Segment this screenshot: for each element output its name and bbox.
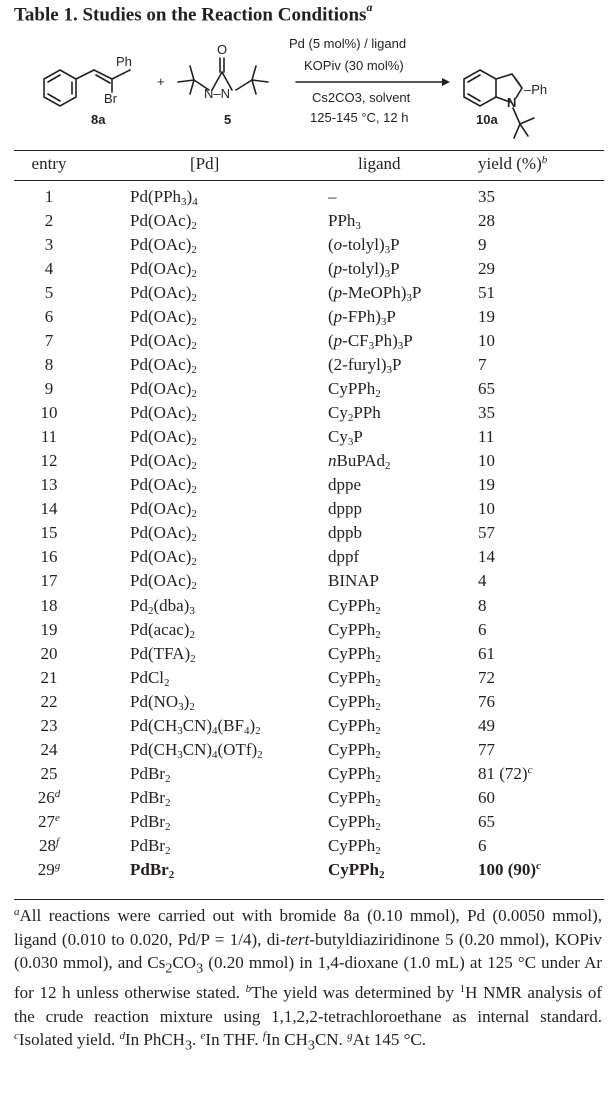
ligand-cell: PPh$_3$ [328,211,361,232]
entry-cell: 20 [40,644,58,663]
ligand-cell: CyPPh$_2$ [328,379,381,400]
ligand-cell: $(2-furyl)_3P$ [328,355,402,376]
entry-cell: 6 [44,307,54,326]
condition-line-3: Cs2CO3, solvent [312,90,411,105]
entry-cell: 16 [40,547,58,566]
pd-cell: $Pd(OAc)_2$ [130,379,197,400]
yield-cell: 81 $(72)^c$ [478,764,533,783]
atom-o: O [217,42,228,57]
yield-cell: 10 [478,331,495,350]
top-rule [14,150,604,151]
pd-cell: $Pd(OAc)_2$ [130,283,197,304]
atom-ph: Ph [116,54,132,69]
yield-cell: 11 [478,427,495,446]
yield-cell: 19 [478,307,495,326]
yield-cell: 6 [478,620,487,639]
ligand-cell: CyPPh$_2$ [328,740,381,761]
pd-cell: $Pd(OAc)_2$ [130,547,197,568]
entry-cell: 4 [44,259,54,278]
ligand-cell: CyPPh$_2$ [328,668,381,689]
yield-cell: 19 [478,475,495,494]
yield-cell: 72 [478,668,495,687]
pd-cell: PdBr$_2$ [130,764,171,785]
compound-label-10a: 10a [476,112,498,127]
entry-cell: 19 [40,620,58,639]
pd-cell: $Pd(OAc)_2$ [130,475,197,496]
ligand-cell: CyPPh$_2$ [328,620,381,641]
pd-cell: $Pd(OAc)_2$ [130,259,197,280]
yield-cell: 76 [478,692,495,711]
atom-ph-product: –Ph [524,82,548,97]
header-ligand: ligand [358,154,401,173]
ligand-cell: CyPPh$_2$ [328,644,381,665]
entry-cell: 17 [40,571,58,590]
ligand-cell: BINAP [328,571,380,590]
ligand-cell: dppb [328,523,362,542]
entry-cell: 15 [40,523,58,542]
ligand-cell: CyPPh$_2$ [328,860,385,881]
entry-cell: 7 [44,331,54,350]
ligand-cell: $(p-FPh)_3P$ [328,307,396,328]
pd-cell: $Pd(OAc)_2$ [130,451,197,472]
atom-nn: N–N [204,86,231,101]
ligand-cell: dppf [328,547,360,566]
entry-cell: 10 [40,403,58,422]
entry-cell: 21 [40,668,58,687]
yield-cell: 49 [478,716,495,735]
yield-cell: 65 [478,379,495,398]
ligand-cell: dppe [328,475,362,494]
pd-cell: $Pd(CH_3CN)_4(BF_4)_2$ [130,716,261,737]
yield-cell: 29 [478,259,495,278]
header-yield: yield (%)$^b$ [478,154,548,173]
entry-cell: 13 [40,475,58,494]
entry-cell: 9 [44,379,54,398]
pd-cell: $Pd(PPh_3)_4$ [130,187,198,208]
entry-cell: 11 [40,427,58,446]
ligand-cell: CyPPh$_2$ [328,764,381,785]
yield-cell: 61 [478,644,495,663]
pd-cell: PdBr$_2$ [130,788,171,809]
condition-line-4: 125-145 °C, 12 h [310,110,409,125]
ligand-cell: CyPPh$_2$ [328,812,381,833]
pd-cell: $Pd(CH_3CN)_4(OTf)_2$ [130,740,263,761]
ligand-cell: $(p-CF_3Ph)_3P$ [328,331,413,352]
yield-cell: 65 [478,812,495,831]
ligand-cell: $Cy_2PPh$ [328,403,381,424]
yield-cell: 51 [478,283,495,302]
condition-line-2: KOPiv (30 mol%) [304,58,404,73]
ligand-cell: CyPPh$_2$ [328,692,381,713]
ligand-cell: nBuPAd$_2$ [328,451,391,472]
yield-cell: 10 [478,451,495,470]
header-rule [14,180,604,181]
pd-cell: $Pd(OAc)_2$ [130,355,197,376]
bottom-rule [14,899,604,900]
pd-cell: PdBr$_2$ [130,836,171,857]
pd-cell: $Pd(acac)_2$ [130,620,195,641]
yield-cell: 60 [478,788,495,807]
compound-label-8a: 8a [91,112,106,127]
entry-cell: 18 [40,596,58,615]
pd-cell: $Pd(OAc)_2$ [130,523,197,544]
pd-cell: $Pd(OAc)_2$ [130,307,197,328]
yield-cell: 35 [478,187,495,206]
entry-cell: 23 [40,716,58,735]
ligand-cell: dppp [328,499,362,518]
pd-cell: $Pd(OAc)_2$ [130,499,197,520]
yield-cell: 8 [478,596,487,615]
entry-cell: 27e [38,812,60,831]
ligand-cell: $Cy_3P$ [328,427,363,448]
yield-cell: 14 [478,547,495,566]
ligand-cell: – [328,187,337,206]
pd-cell: $Pd_2(dba)_3$ [130,596,195,617]
pd-cell: $Pd(OAc)_2$ [130,331,197,352]
yield-cell: 6 [478,836,487,855]
entry-cell: 28$^f$ [38,836,60,855]
entry-cell: 5 [44,283,54,302]
atom-n: N [507,95,517,110]
ligand-cell: $(p-tolyl)_3P$ [328,259,400,280]
yield-cell: 57 [478,523,495,542]
entry-cell: 8 [44,355,54,374]
title-footnote-mark: a [366,0,373,14]
entry-cell: 22 [40,692,58,711]
pd-cell: $Pd(OAc)_2$ [130,211,197,232]
pd-cell: PdCl$_2$ [130,668,170,689]
yield-cell: 77 [478,740,495,759]
ligand-cell: CyPPh$_2$ [328,788,381,809]
pd-cell: $Pd(OAc)_2$ [130,571,197,592]
atom-br: Br [104,91,117,106]
header-yield-mark: b [541,154,548,166]
entry-cell: 2 [44,211,54,230]
reaction-scheme [14,32,604,150]
yield-cell: 10 [478,499,495,518]
table-title: Table 1. Studies on the Reaction Conditions$^a$ [14,0,373,26]
entry-cell: 12 [40,451,58,470]
pd-cell: $Pd(OAc)_2$ [130,403,197,424]
condition-line-1: Pd (5 mol%) / ligand [289,36,407,51]
yield-cell: 100 $(90)^c$ [478,860,541,879]
entry-cell: 24 [40,740,58,759]
yield-cell: 7 [478,355,487,374]
ligand-cell: CyPPh$_2$ [328,836,381,857]
ligand-cell: $(p-MeOPh)_3P$ [328,283,422,304]
pd-cell: PdBr$_2$ [130,812,171,833]
entry-cell: 25 [40,764,58,783]
yield-cell: 9 [478,235,487,254]
yield-cell: 35 [478,403,495,422]
pd-cell: PdBr$_2$ [130,860,175,881]
compound-label-5: 5 [224,112,232,127]
entry-cell: 1 [44,187,54,206]
entry-cell: 29$^g$ [37,860,61,879]
entry-cell: 26$^d$ [37,788,61,807]
header-entry: entry [31,154,67,173]
yield-cell: 4 [478,571,487,590]
ligand-cell: $(o-tolyl)_3P$ [328,235,400,256]
entry-cell: 14 [40,499,58,518]
pd-cell: $Pd(TFA)_2$ [130,644,196,665]
table-footnote: $^a$All reactions were carried out with bromide 8a (0.10 mmol), Pd (0.0050 mmol), ligand (0.010 to 0.020, Pd/P = 1/4), di-tert-butyldiaziridinone 5 (0.20 mmol), KOPiv (0.030 mmol), and $Cs_2CO_3$ (0.20 mmol) in 1,4-dioxane (1.0 mL) at 125 °C under Ar for 12 h unless otherwise stated. $^b$The yield was determined by $^1$H NMR analysis of the crude reaction mixture using 1,1,2,2-tetrachloroethane as internal standard. $^c$Isolated yield. $^d$In PhCH$_3$. $^e$In THF. $^f$In $CH_3CN$. $^g$At 145 °C. [14,906,603,1054]
pd-cell: $Pd(OAc)_2$ [130,427,197,448]
yield-cell: 28 [478,211,495,230]
plus-sign: + [157,74,165,89]
ligand-cell: CyPPh$_2$ [328,596,381,617]
entry-cell: 3 [44,235,54,254]
pd-cell: $Pd(OAc)_2$ [130,235,197,256]
ligand-cell: CyPPh$_2$ [328,716,381,737]
pd-cell: $Pd(NO_3)_2$ [130,692,195,713]
header-pd: [Pd] [190,154,220,173]
